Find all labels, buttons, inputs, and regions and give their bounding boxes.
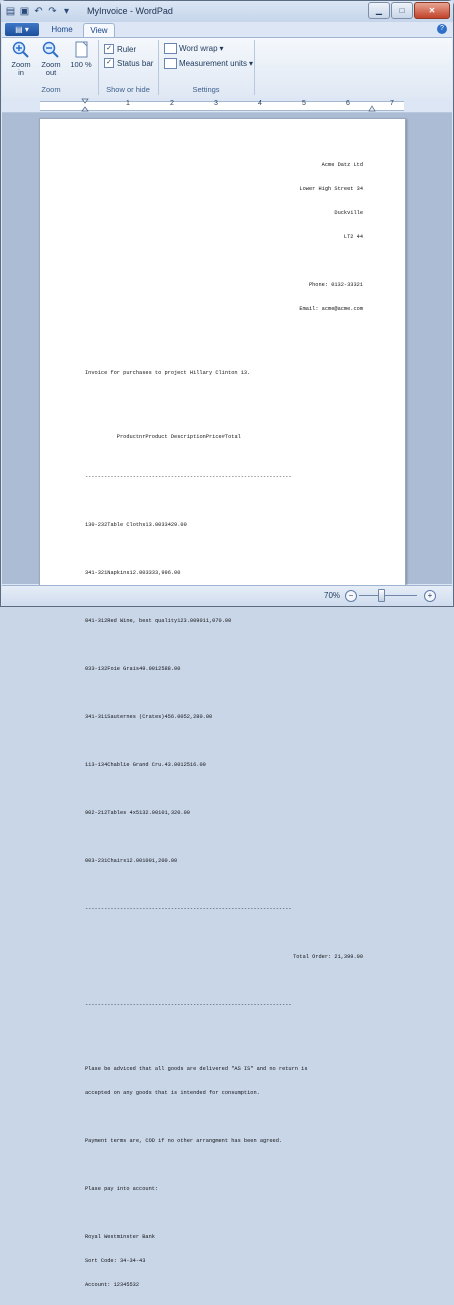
header-qty: #	[221, 434, 225, 440]
status-bar	[2, 585, 452, 606]
table-row: 841-312Red Wine, best quality123.009011,070.00	[85, 618, 232, 624]
help-icon[interactable]: ?	[437, 24, 447, 34]
table-row: 341-311Sauternes (Crates)456.0052,280.00	[85, 714, 213, 720]
company-name: Acme Datz Ltd	[321, 162, 363, 168]
measurement-units-button[interactable]	[164, 58, 253, 69]
minimize-button[interactable]: ▁	[368, 2, 390, 19]
bank-name: Royal Westminster Bank	[85, 1234, 155, 1240]
settings-group	[158, 40, 255, 95]
save-icon[interactable]: ▣	[19, 5, 30, 17]
document-page[interactable]	[39, 118, 406, 1288]
zoom-slider-track[interactable]	[359, 595, 417, 596]
ruler-number: 5	[302, 100, 306, 107]
show-hide-group-label: Show or hide	[106, 85, 150, 94]
zoom-in-icon	[12, 41, 30, 59]
ruler-number: 6	[346, 100, 350, 107]
table-row: 003-231Chairs12.001001,200.00	[85, 858, 178, 864]
zoom-100-button[interactable]	[68, 40, 94, 69]
measurement-units-icon	[164, 58, 177, 69]
zoom-out-button[interactable]	[38, 40, 64, 77]
statusbar-checkbox[interactable]	[104, 58, 153, 68]
word-wrap-button[interactable]	[164, 43, 224, 54]
table-row: 341-321Napkins12.003333,996.00	[85, 570, 181, 576]
document-canvas[interactable]	[2, 113, 452, 1288]
ruler-check-icon: ✓	[104, 44, 114, 54]
zoom-level: 70%	[324, 591, 341, 600]
separator-rule: -----------------------------------------------------------------	[85, 1002, 292, 1008]
window-controls	[368, 2, 450, 19]
notice-line: Plase be adviced that all goods are delivered "AS IS" and no return is	[85, 1066, 308, 1072]
payment-terms: Payment terms are, COD if no other arrangment has been agreed.	[85, 1138, 283, 1144]
quick-access-toolbar	[5, 4, 72, 18]
zoom-out-small-button[interactable]: −	[345, 590, 357, 602]
bank-account: Account: 12345532	[85, 1282, 140, 1288]
header-productnr: Productnr	[116, 434, 146, 440]
zoom-group-label: Zoom	[41, 85, 61, 94]
ruler-number: 2	[170, 100, 174, 107]
settings-group-label: Settings	[192, 85, 220, 94]
ribbon	[2, 37, 452, 99]
table-row: 130-232Table Cloths13.0033429.00	[85, 522, 187, 528]
measurement-units-label: Measurement units	[179, 59, 248, 68]
separator-rule: -----------------------------------------------------------------	[85, 474, 292, 480]
word-wrap-label: Word wrap	[179, 44, 218, 53]
zoom-group	[4, 40, 99, 95]
right-indent-marker-icon[interactable]	[368, 104, 376, 112]
ruler-number: 7	[390, 100, 394, 107]
statusbar-check-icon: ✓	[104, 58, 114, 68]
table-row: 902-212Tables 4x5132.00101,320.00	[85, 810, 190, 816]
company-city: Duckville	[334, 210, 363, 216]
show-hide-group	[98, 40, 159, 95]
title-bar	[1, 1, 453, 22]
zoom-in-small-button[interactable]: +	[424, 590, 436, 602]
header-price: Price	[205, 434, 222, 440]
total-order: Total Order: 21,399.00	[293, 954, 363, 960]
invoice-intro: Invoice for purchases to project Hillary Clinton 13.	[85, 370, 251, 376]
separator-rule: -----------------------------------------------------------------	[85, 906, 292, 912]
table-row: 033-132Foie Grais49.0012588.00	[85, 666, 181, 672]
company-street: Lower High Street 34	[299, 186, 363, 192]
close-button[interactable]: ✕	[414, 2, 450, 19]
ruler-number: 4	[258, 100, 262, 107]
chevron-down-icon: ▾	[249, 59, 254, 68]
redo-icon[interactable]: ↷	[48, 5, 57, 17]
word-wrap-icon	[164, 43, 177, 54]
company-postcode: LT2 44	[343, 234, 363, 240]
header-description: Product Description	[145, 434, 206, 440]
tab-view[interactable]: View	[83, 23, 115, 38]
application-menu-button[interactable]: ▤ ▾	[5, 23, 39, 36]
header-total: Total	[224, 434, 241, 440]
table-header	[85, 425, 363, 440]
left-indent-marker-icon[interactable]	[81, 98, 89, 112]
statusbar-label: Status bar	[117, 58, 154, 68]
app-icon[interactable]: ▤	[5, 5, 16, 17]
undo-icon[interactable]: ↶	[34, 5, 43, 17]
pay-into-account: Plase pay into account:	[85, 1186, 159, 1192]
customize-qat-icon[interactable]: ▾	[63, 5, 70, 17]
ribbon-tabs	[1, 22, 453, 37]
chevron-down-icon: ▾	[219, 44, 224, 53]
zoom-in-button[interactable]	[8, 40, 34, 77]
page-icon	[72, 41, 90, 59]
maximize-button[interactable]: □	[391, 2, 413, 19]
ruler-checkbox[interactable]	[104, 44, 136, 54]
window-title: MyInvoice - WordPad	[87, 6, 173, 16]
zoom-slider-thumb[interactable]	[378, 589, 385, 602]
ruler-label: Ruler	[117, 44, 137, 54]
zoom-in-label: Zoom in	[11, 60, 31, 77]
ruler-number: 3	[214, 100, 218, 107]
zoom-out-icon	[42, 41, 60, 59]
tab-home[interactable]: Home	[51, 25, 73, 34]
document-text[interactable]	[85, 145, 363, 1305]
ruler-number: 1	[126, 100, 130, 107]
notice-line: accepted on any goods that is intended for consumption.	[85, 1090, 260, 1096]
zoom-out-label: Zoom out	[41, 60, 61, 77]
ruler[interactable]	[2, 98, 452, 113]
bank-sort-code: Sort Code: 34-34-43	[85, 1258, 146, 1264]
zoom-100-label: 100 %	[70, 60, 92, 69]
company-phone: Phone: 0132-33321	[308, 282, 363, 288]
table-row: 113-134Chablie Grand Cru.43.0012516.00	[85, 762, 206, 768]
company-email: Email: acme@acme.com	[299, 306, 363, 312]
